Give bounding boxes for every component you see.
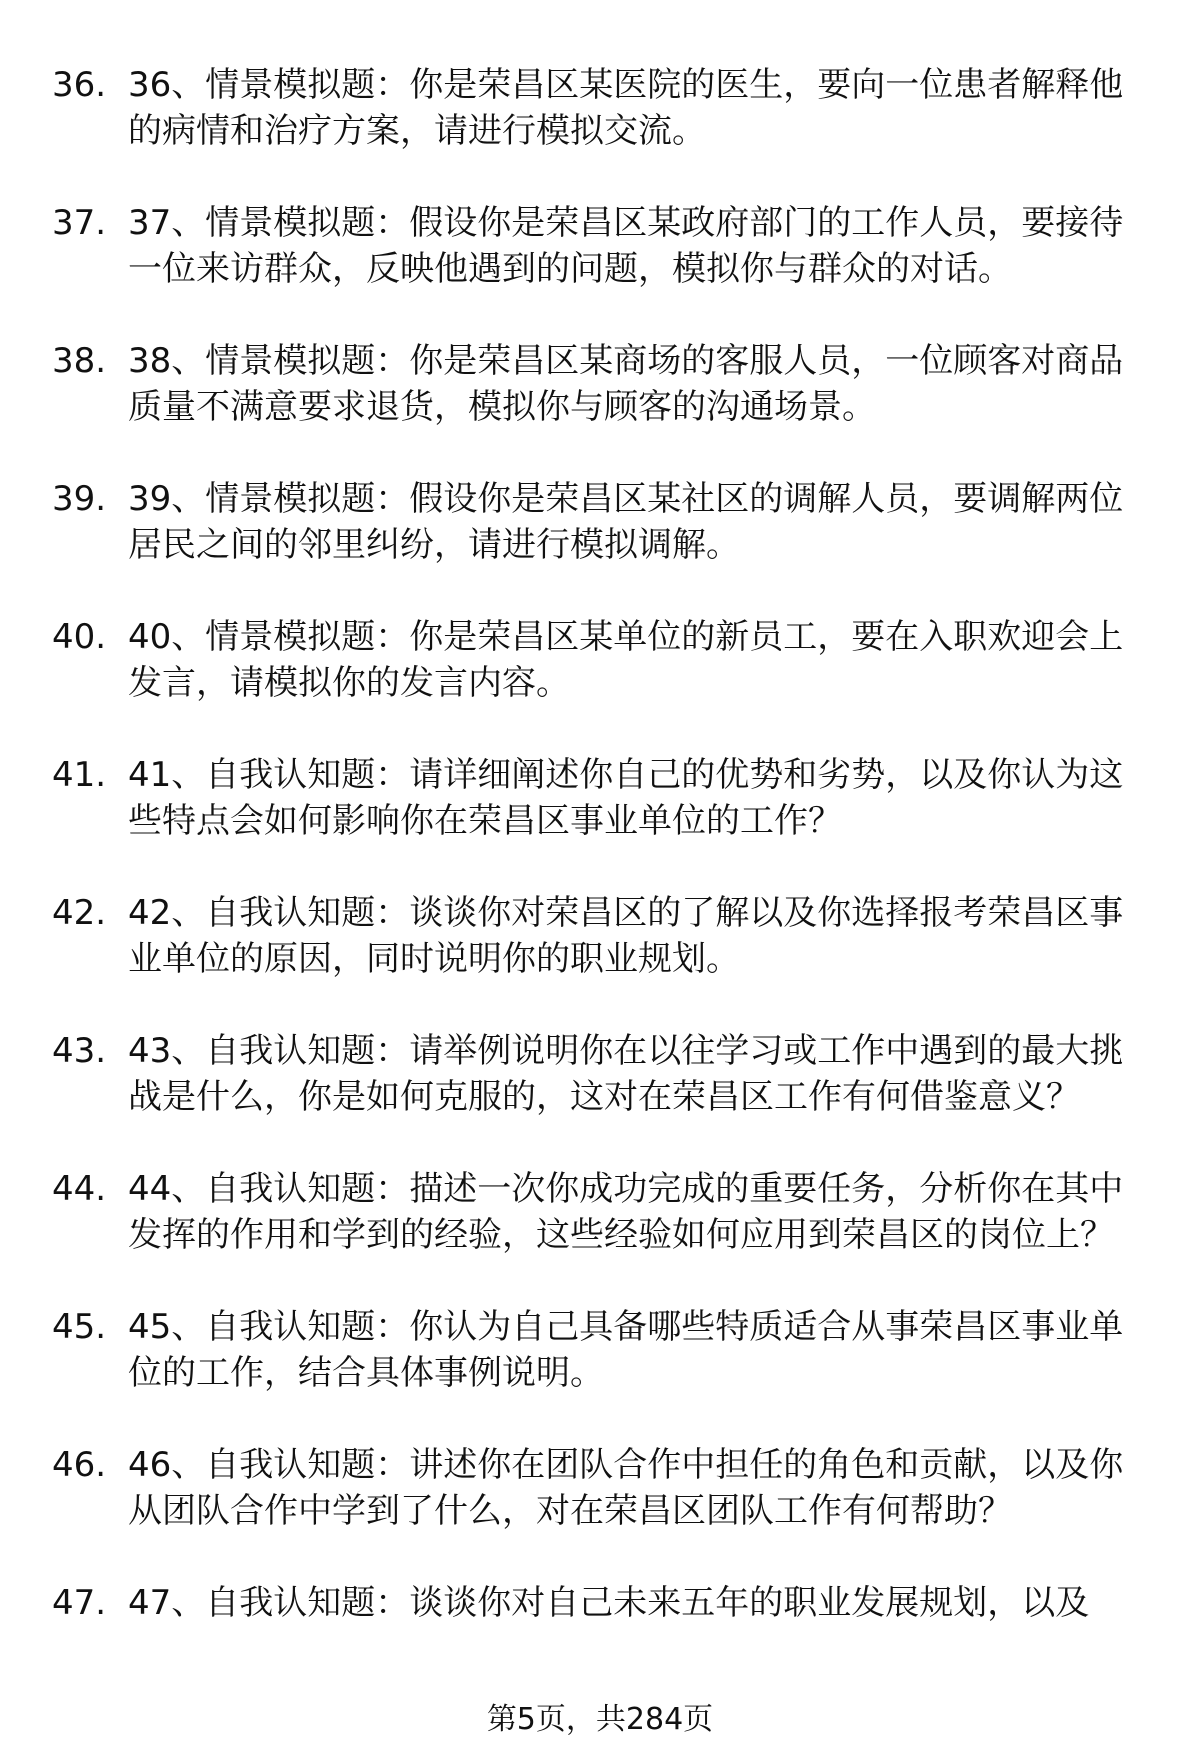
list-item-text: 45、自我认知题：你认为自己具备哪些特质适合从事荣昌区事业单位的工作，结合具体事例说明。 bbox=[128, 1307, 1124, 1393]
list-item bbox=[52, 476, 1152, 568]
list-item-text: 47、自我认知题：谈谈你对自己未来五年的职业发展规划，以及 bbox=[128, 1583, 1090, 1623]
list-item bbox=[52, 1304, 1152, 1396]
list-item bbox=[52, 614, 1152, 706]
list-item-number: 37. bbox=[52, 203, 107, 243]
list-item-number: 46. bbox=[52, 1445, 107, 1485]
list-item-number: 45. bbox=[52, 1307, 107, 1347]
list-item bbox=[52, 62, 1152, 154]
list-item bbox=[52, 200, 1152, 292]
list-item bbox=[52, 1028, 1152, 1120]
list-item-number: 47. bbox=[52, 1583, 107, 1623]
list-item-number: 39. bbox=[52, 479, 107, 519]
list-item-text: 44、自我认知题：描述一次你成功完成的重要任务，分析你在其中发挥的作用和学到的经验，这些经验如何应用到荣昌区的岗位上？ bbox=[128, 1169, 1124, 1255]
list-item bbox=[52, 1580, 1152, 1626]
list-item-text: 39、情景模拟题：假设你是荣昌区某社区的调解人员，要调解两位居民之间的邻里纠纷，请进行模拟调解。 bbox=[128, 479, 1124, 565]
list-item bbox=[52, 338, 1152, 430]
list-item bbox=[52, 1166, 1152, 1258]
list-item-text: 41、自我认知题：请详细阐述你自己的优势和劣势，以及你认为这些特点会如何影响你在荣昌区事业单位的工作？ bbox=[128, 755, 1124, 841]
list-item-text: 36、情景模拟题：你是荣昌区某医院的医生，要向一位患者解释他的病情和治疗方案，请进行模拟交流。 bbox=[128, 65, 1124, 151]
question-list bbox=[52, 62, 1152, 1672]
list-item-text: 37、情景模拟题：假设你是荣昌区某政府部门的工作人员，要接待一位来访群众，反映他遇到的问题，模拟你与群众的对话。 bbox=[128, 203, 1124, 289]
list-item-number: 38. bbox=[52, 341, 107, 381]
list-item-number: 40. bbox=[52, 617, 107, 657]
list-item-number: 44. bbox=[52, 1169, 107, 1209]
list-item-number: 42. bbox=[52, 893, 107, 933]
list-item bbox=[52, 890, 1152, 982]
page-footer: 第5页，共284页 bbox=[486, 1702, 714, 1737]
list-item-text: 43、自我认知题：请举例说明你在以往学习或工作中遇到的最大挑战是什么，你是如何克服的，这对在荣昌区工作有何借鉴意义？ bbox=[128, 1031, 1124, 1117]
list-item-number: 41. bbox=[52, 755, 107, 795]
list-item-text: 38、情景模拟题：你是荣昌区某商场的客服人员，一位顾客对商品质量不满意要求退货，模拟你与顾客的沟通场景。 bbox=[128, 341, 1124, 427]
list-item-text: 40、情景模拟题：你是荣昌区某单位的新员工，要在入职欢迎会上发言，请模拟你的发言内容。 bbox=[128, 617, 1124, 703]
list-item bbox=[52, 752, 1152, 844]
list-item-number: 36. bbox=[52, 65, 107, 105]
list-item-text: 42、自我认知题：谈谈你对荣昌区的了解以及你选择报考荣昌区事业单位的原因，同时说明你的职业规划。 bbox=[128, 893, 1124, 979]
list-item bbox=[52, 1442, 1152, 1534]
list-item-text: 46、自我认知题：讲述你在团队合作中担任的角色和贡献，以及你从团队合作中学到了什么，对在荣昌区团队工作有何帮助？ bbox=[128, 1445, 1124, 1531]
list-item-number: 43. bbox=[52, 1031, 107, 1071]
